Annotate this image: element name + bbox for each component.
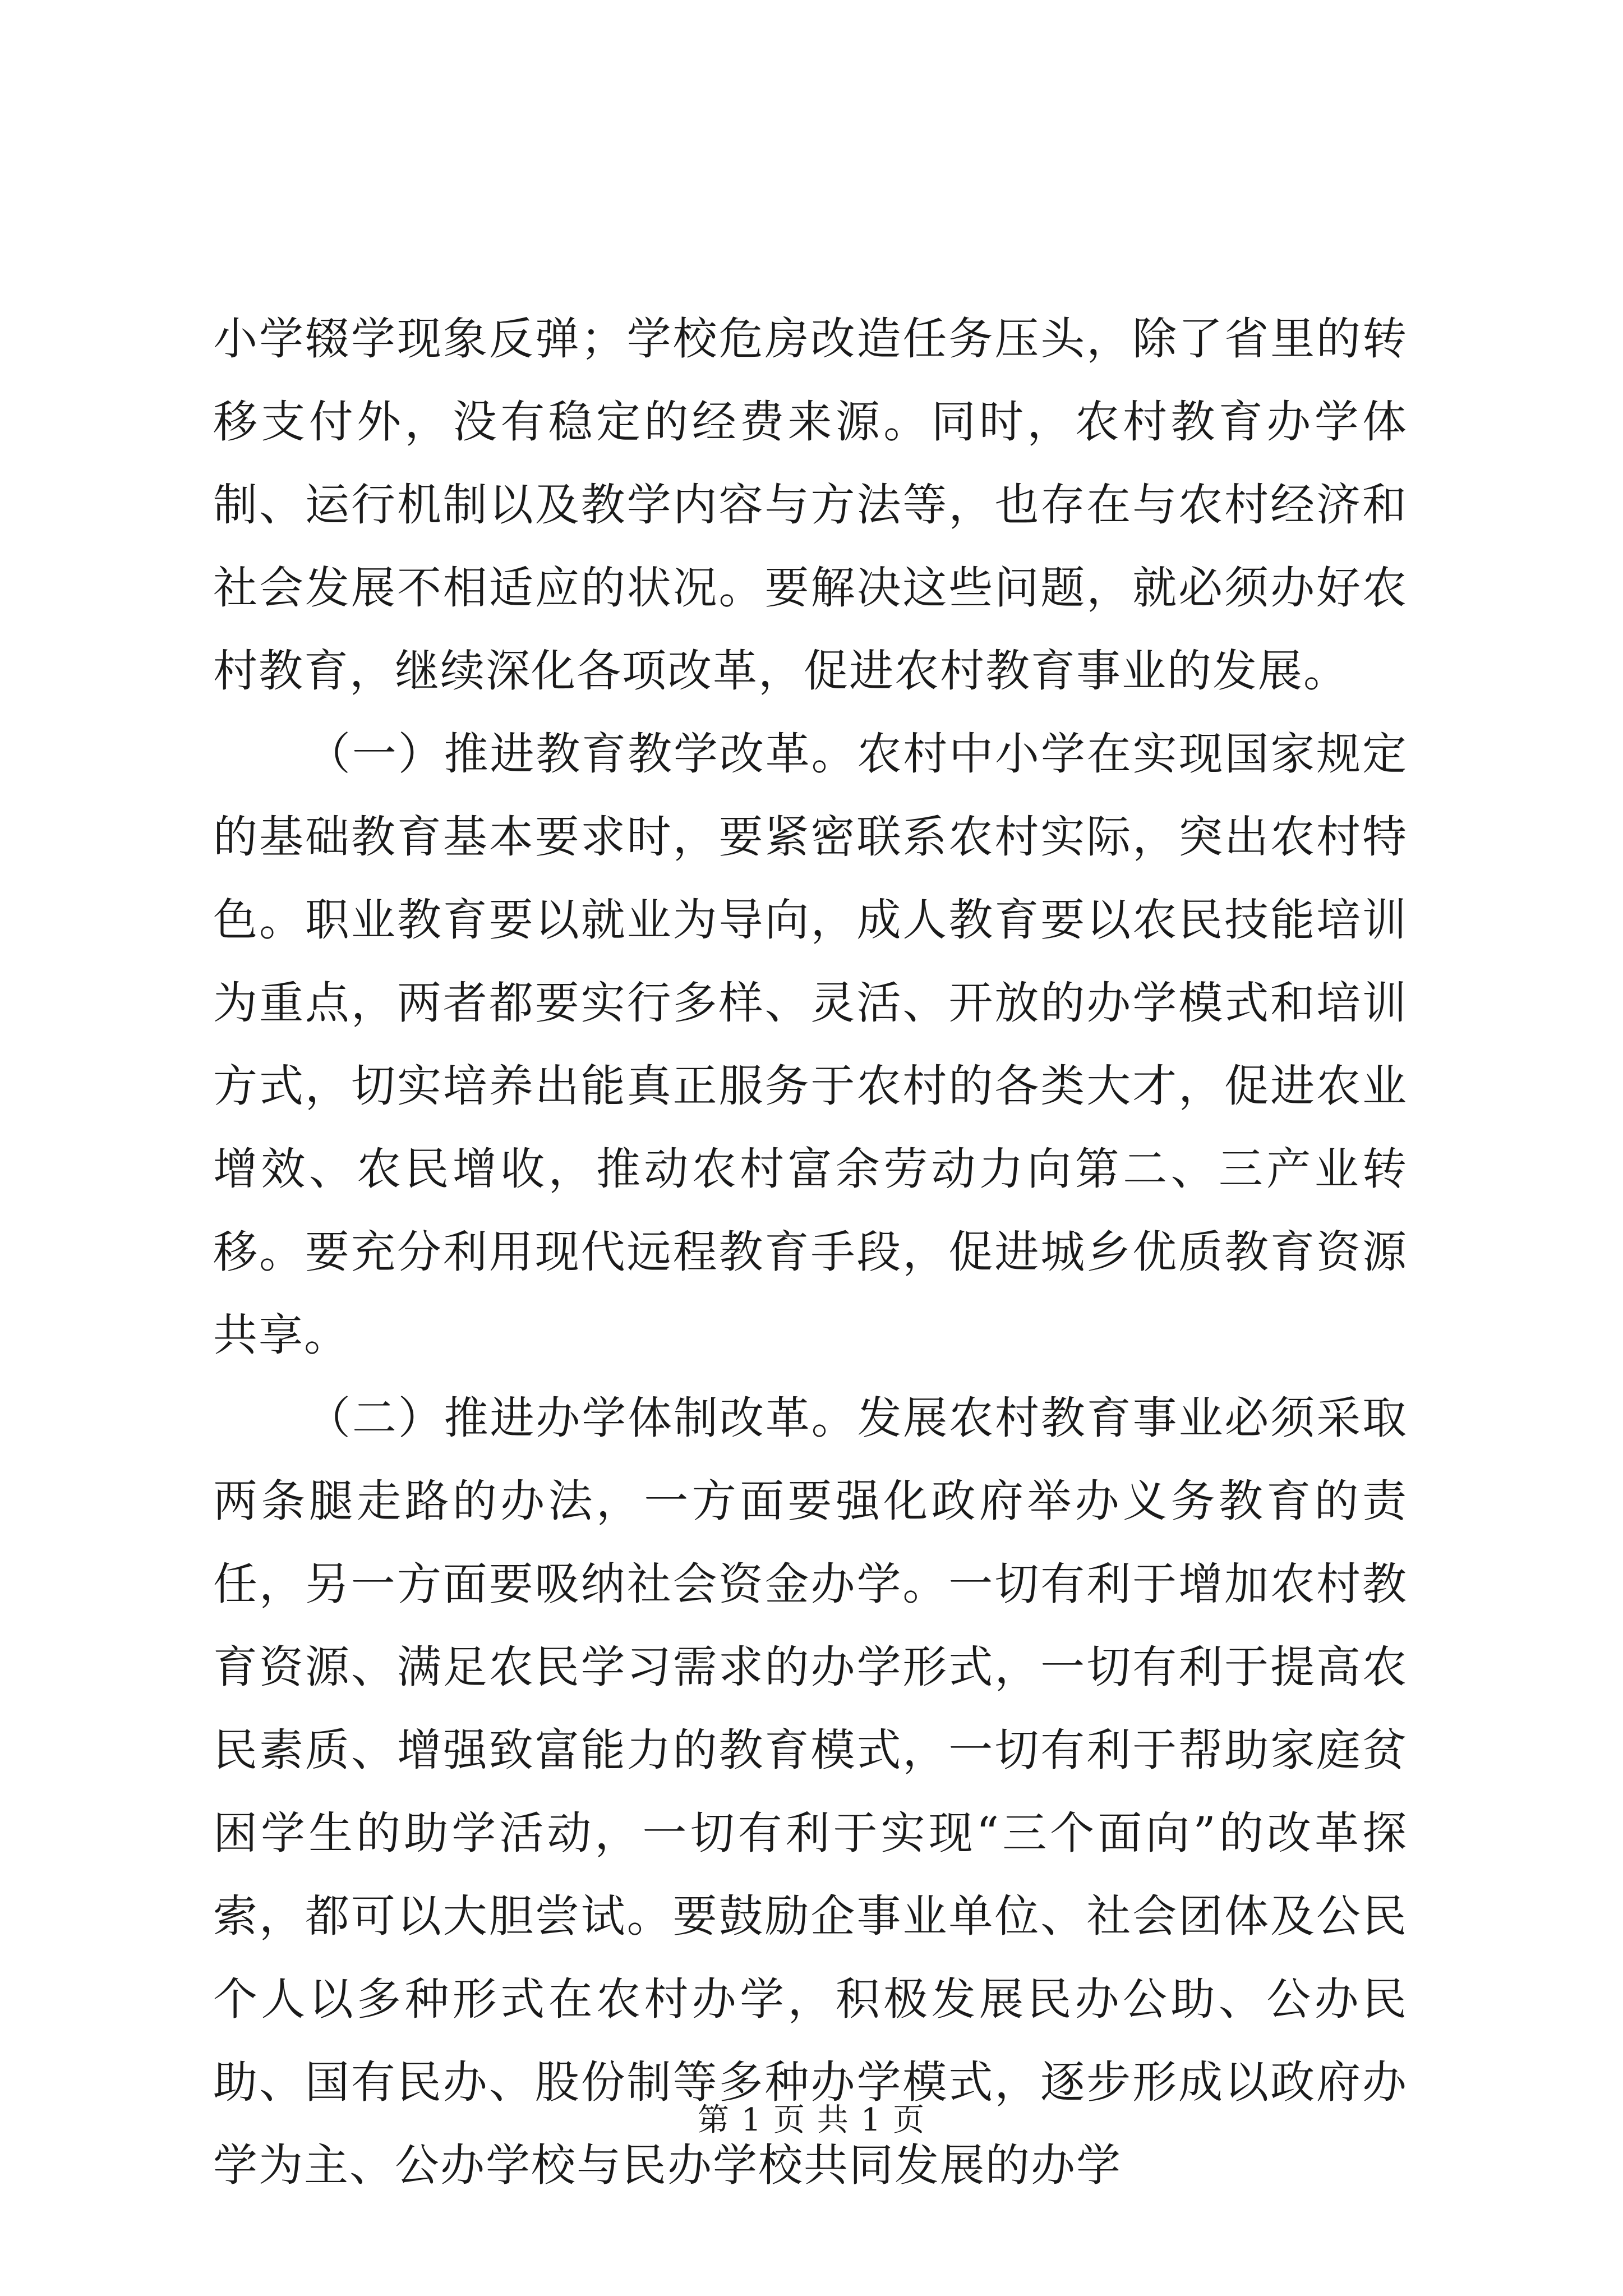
paragraph-3: （二）推进办学体制改革。发展农村教育事业必须采取两条腿走路的办法，一方面要强化政府举办义务教育的责任，另一方面要吸纳社会资金办学。一切有利于增加农村教育资源、满足农民学习需求的办学形式，一切有利于提高农民素质、增强致富能力的教育模式，一切有利于帮助家庭贫困学生的助学活动，一切有利于实现“三个面向”的改革探索，都可以大胆尝试。要鼓励企事业单位、社会团体及公民个人以多种形式在农村办学，积极发展民办公助、公办民助、国有民办、股份制等多种办学模式，逐步形成以政府办学为主、公办学校与民办学校共同发展的办学 <box>213 1392 1408 2191</box>
page-footer: 第 1 页 共 1 页 <box>697 2102 926 2138</box>
paragraph-1: 小学辍学现象反弹；学校危房改造任务压头，除了省里的转移支付外，没有稳定的经费来源。同时，农村教育办学体制、运行机制以及教学内容与方法等，也存在与农村经济和社会发展不相适应的状况。要解决这些问题，就必须办好农村教育，继续深化各项改革，促进农村教育事业的发展。 <box>213 313 1408 697</box>
paragraph-2: （一）推进教育教学改革。农村中小学在实现国家规定的基础教育基本要求时，要紧密联系农村实际，突出农村特色。职业教育要以就业为导向，成人教育要以农民技能培训为重点，两者都要实行多样、灵活、开放的办学模式和培训方式，切实培养出能真正服务于农村的各类大才，促进农业增效、农民增收，推动农村富余劳动力向第二、三产业转移。要充分利用现代远程教育手段，促进城乡优质教育资源共享。 <box>213 728 1408 1361</box>
document-body <box>213 297 1408 2207</box>
